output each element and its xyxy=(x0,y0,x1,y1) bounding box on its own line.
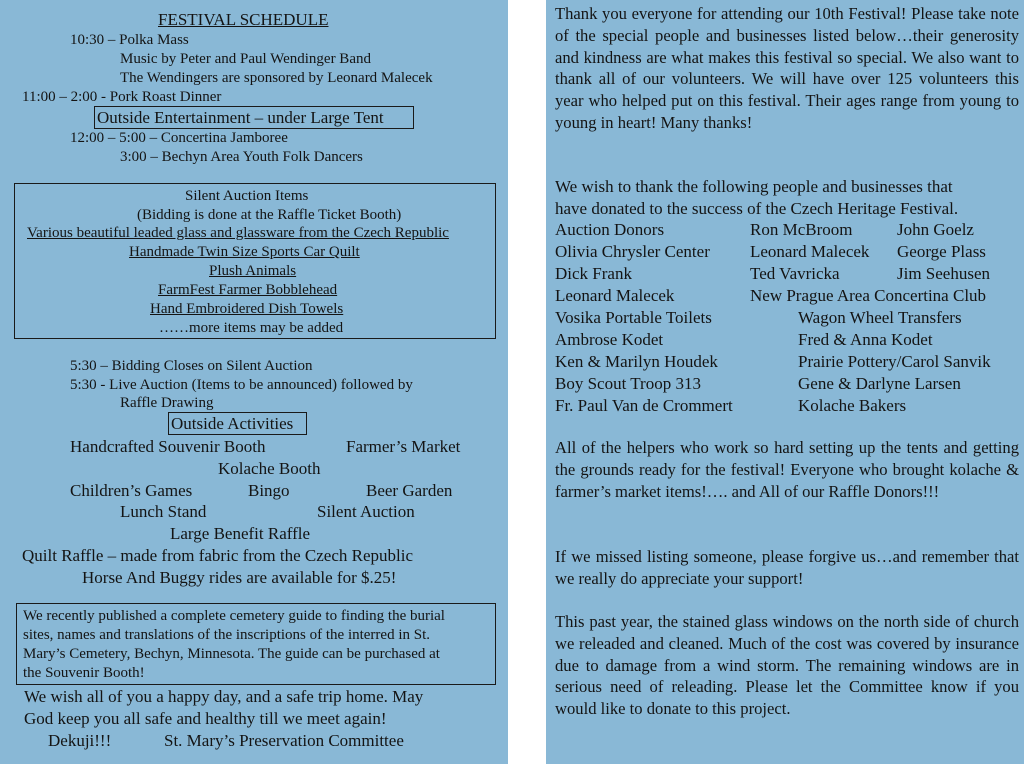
closing-line-2: God keep you all safe and healthy till we meet again! xyxy=(24,709,387,728)
activity-buggy-rides: Horse And Buggy rides are available for $.25! xyxy=(82,568,397,587)
donor-name: Leonard Malecek xyxy=(750,242,870,261)
donor-name: George Plass xyxy=(897,242,986,261)
raffle-drawing: Raffle Drawing xyxy=(120,395,214,411)
schedule-title: FESTIVAL SCHEDULE xyxy=(158,10,329,29)
donors-intro-line-1: We wish to thank the following people and businesses that xyxy=(555,177,953,196)
activity-benefit-raffle: Large Benefit Raffle xyxy=(170,524,311,543)
committee-name: St. Mary’s Preservation Committee xyxy=(164,731,404,750)
thanks-paragraph: Thank you everyone for attending our 10th Festival! Please take note of the special people and businesses listed below…their generosity and kindness are what makes this festival so special. We also want to thank all of our volunteers. We will have over 125 volunteers this year who helped put on this festival. Their ages range from young to young in heart! Many thanks! xyxy=(555,4,1019,132)
donor-name: Fr. Paul Van de Crommert xyxy=(555,396,733,415)
missed-listing-paragraph: If we missed listing someone, please forgive us…and remember that we really do appreciate your support! xyxy=(555,547,1019,588)
cemetery-line-1: We recently published a complete cemetery guide to finding the burial xyxy=(23,608,445,624)
sponsor-line: The Wendingers are sponsored by Leonard Malecek xyxy=(120,70,433,86)
band-line: Music by Peter and Paul Wendinger Band xyxy=(120,51,371,67)
closing-line-1: We wish all of you a happy day, and a safe trip home. May xyxy=(24,687,424,706)
auction-item-dish-towels: Hand Embroidered Dish Towels xyxy=(150,301,344,317)
donor-name: Kolache Bakers xyxy=(798,396,907,415)
activity-quilt-raffle: Quilt Raffle – made from fabric from the Czech Republic xyxy=(22,546,414,565)
donor-name: Gene & Darlyne Larsen xyxy=(798,374,961,393)
helpers-paragraph: All of the helpers who work so hard setting up the tents and getting the grounds ready for the festival! Everyone who brought kolache & farmer’s market items!…. and All of our Raffle Donors!!! xyxy=(555,438,1019,501)
signoff-dekuji: Dekuji!!! xyxy=(48,731,112,750)
folk-dancers: 3:00 – Bechyn Area Youth Folk Dancers xyxy=(120,149,363,165)
auction-item-bobblehead: FarmFest Farmer Bobblehead xyxy=(158,282,338,298)
polka-mass: 10:30 – Polka Mass xyxy=(70,32,189,48)
donor-name: Auction Donors xyxy=(555,220,665,239)
donor-name: Fred & Anna Kodet xyxy=(798,330,933,349)
pork-roast-dinner: 11:00 – 2:00 - Pork Roast Dinner xyxy=(22,89,222,105)
auction-item-plush-animals: Plush Animals xyxy=(209,263,297,279)
donor-name: New Prague Area Concertina Club xyxy=(750,286,987,305)
silent-auction-subtitle: (Bidding is done at the Raffle Ticket Booth) xyxy=(137,207,402,223)
donor-name: Boy Scout Troop 313 xyxy=(555,374,701,393)
auction-item-quilt: Handmade Twin Size Sports Car Quilt xyxy=(129,244,360,260)
activity-beer-garden: Beer Garden xyxy=(366,481,453,500)
bidding-closes: 5:30 – Bidding Closes on Silent Auction xyxy=(70,358,313,374)
donor-name: Ted Vavricka xyxy=(750,264,840,283)
donor-name: Wagon Wheel Transfers xyxy=(798,308,962,327)
donor-name: Vosika Portable Toilets xyxy=(555,308,712,327)
donor-name: Jim Seehusen xyxy=(897,264,991,283)
outside-entertainment-heading: Outside Entertainment – under Large Tent xyxy=(97,108,384,127)
left-panel xyxy=(0,0,508,764)
cemetery-line-2: sites, names and translations of the inscriptions of the interred in St. xyxy=(23,627,431,643)
donor-name: John Goelz xyxy=(897,220,974,239)
activity-farmers-market: Farmer’s Market xyxy=(346,437,461,456)
donor-name: Prairie Pottery/Carol Sanvik xyxy=(798,352,991,371)
activity-silent-auction: Silent Auction xyxy=(317,502,415,521)
donor-name: Leonard Malecek xyxy=(555,286,675,305)
cemetery-line-4: the Souvenir Booth! xyxy=(23,665,145,681)
donors-intro-line-2: have donated to the success of the Czech Heritage Festival. xyxy=(555,199,959,218)
donor-name: Dick Frank xyxy=(555,264,632,283)
silent-auction-title: Silent Auction Items xyxy=(185,188,309,204)
outside-activities-heading: Outside Activities xyxy=(171,414,294,433)
live-auction: 5:30 - Live Auction (Items to be announced) followed by xyxy=(70,377,413,393)
activity-childrens-games: Children’s Games xyxy=(70,481,193,500)
activity-kolache-booth: Kolache Booth xyxy=(218,459,321,478)
donor-name: Ken & Marilyn Houdek xyxy=(555,352,718,371)
activity-bingo: Bingo xyxy=(248,481,290,500)
cemetery-line-3: Mary’s Cemetery, Bechyn, Minnesota. The guide can be purchased at xyxy=(23,646,440,662)
activity-lunch-stand: Lunch Stand xyxy=(120,502,207,521)
auction-item-glassware: Various beautiful leaded glass and glassware from the Czech Republic xyxy=(27,225,449,241)
auction-more-items: ……more items may be added xyxy=(159,320,344,336)
donor-name: Olivia Chrysler Center xyxy=(555,242,710,261)
donor-name: Ron McBroom xyxy=(750,220,853,239)
donor-name: Ambrose Kodet xyxy=(555,330,664,349)
stained-glass-paragraph: This past year, the stained glass windows on the north side of church we releaded and cleaned. Much of the cost was covered by insurance due to damage from a wind storm. The remaining windows are in serious need of releading. Please let the Committee know if you would like to donate to this project. xyxy=(555,612,1019,719)
concertina-jamboree: 12:00 – 5:00 – Concertina Jamboree xyxy=(70,130,288,146)
activity-souvenir-booth: Handcrafted Souvenir Booth xyxy=(70,437,266,456)
right-panel xyxy=(546,0,1024,764)
